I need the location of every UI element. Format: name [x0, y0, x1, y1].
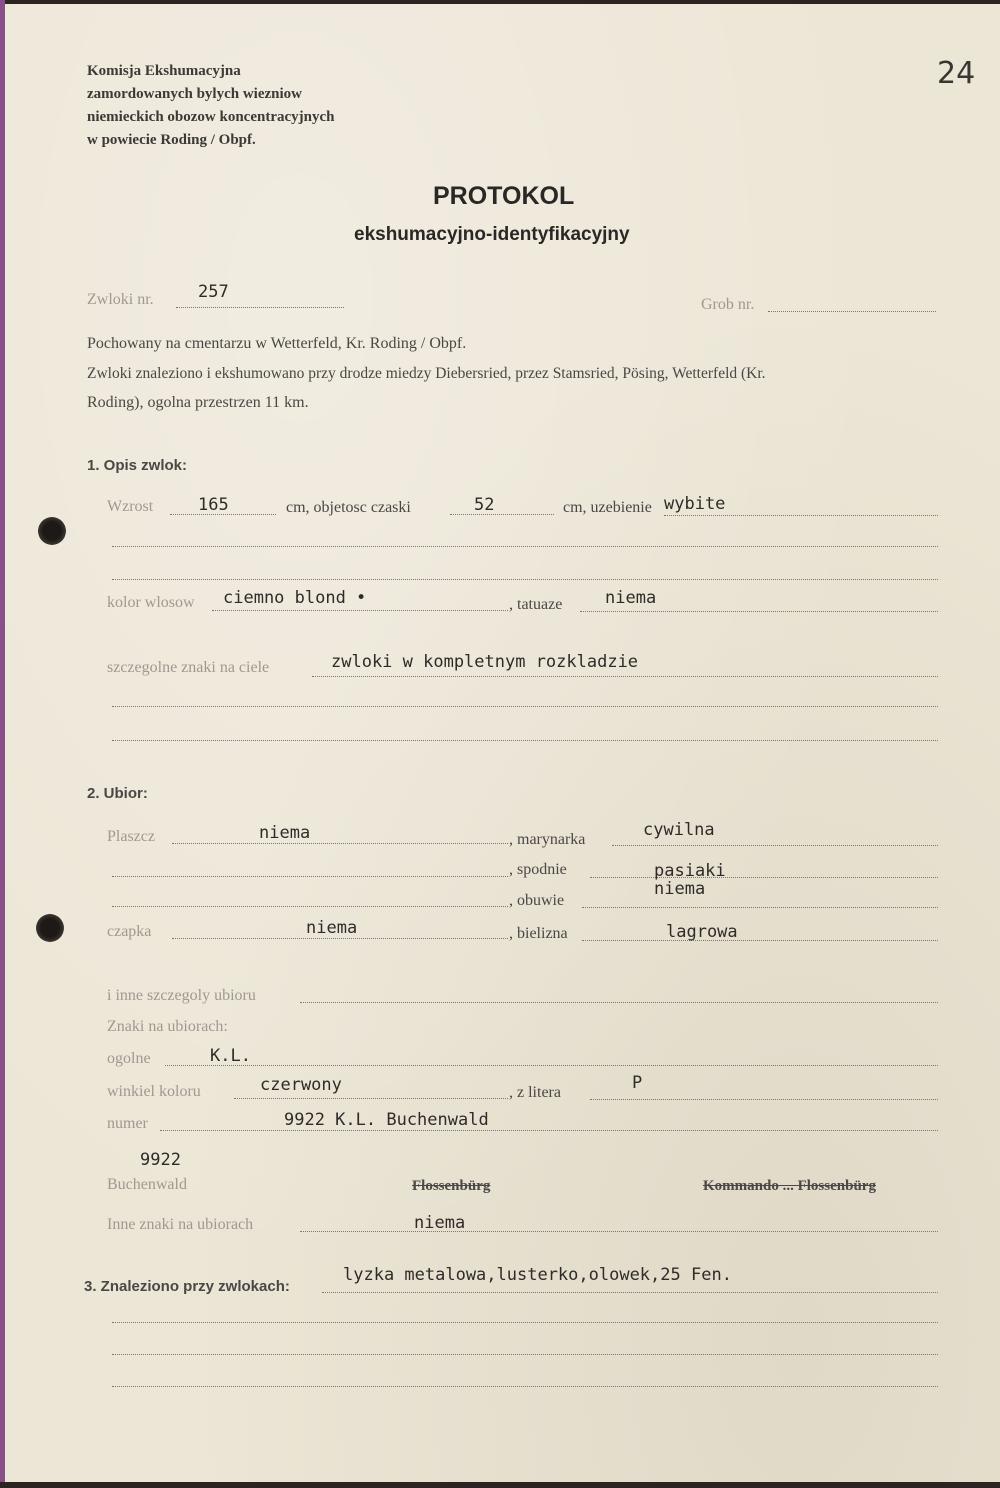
- znaki-ciele-value: zwloki w kompletnym rozkladzie: [331, 652, 639, 672]
- kolor-label: kolor wlosow: [107, 594, 195, 611]
- inne-znaki-value: niema: [414, 1213, 466, 1233]
- czaszka-line: [450, 514, 554, 515]
- spodnie-value: pasiaki: [654, 861, 726, 881]
- blank-line-8: [112, 1354, 938, 1355]
- document-title: PROTOKOL: [433, 182, 575, 210]
- spodnie-line: [590, 877, 938, 878]
- tatuaze-value: niema: [605, 588, 657, 608]
- header-block: [87, 60, 334, 152]
- extra-number: 9922: [140, 1150, 181, 1170]
- marynarka-label: , marynarka: [509, 831, 586, 848]
- header-line-3: niemieckich obozow koncentracyjnych: [87, 109, 335, 125]
- uzebienie-line: [664, 515, 938, 516]
- znaki-ciele-label: szczegolne znaki na ciele: [107, 659, 270, 676]
- blank-line-9: [112, 1386, 938, 1387]
- litera-line: [590, 1099, 938, 1100]
- blank-line-7: [112, 1322, 938, 1323]
- czapka-label: czapka: [107, 923, 152, 940]
- plaszcz-value: niema: [259, 823, 311, 843]
- znaleziono-text-2: Roding), ogolna przestrzen 11 km.: [87, 394, 309, 411]
- grob-line: [768, 311, 936, 312]
- numer-line: [160, 1130, 938, 1131]
- marynarka-line: [612, 845, 938, 846]
- litera-value: P: [632, 1073, 643, 1093]
- pochowany-text: Pochowany na cmentarzu w Wetterfeld, Kr. Roding / Obpf.: [87, 335, 467, 352]
- punch-hole-bottom: [36, 914, 64, 942]
- ogolne-label: ogolne: [107, 1050, 151, 1067]
- zwloki-value: 257: [198, 282, 229, 302]
- blank-line-1: [112, 546, 938, 547]
- wzrost-value: 165: [198, 495, 229, 515]
- objetosc-label: cm, objetosc czaski: [286, 499, 411, 516]
- page-number: 24: [937, 56, 976, 91]
- zwloki-label: Zwloki nr.: [87, 291, 154, 308]
- inne-szczegoly-label: i inne szczegoly ubioru: [107, 987, 256, 1004]
- section-3-heading: 3. Znaleziono przy zwlokach:: [84, 1278, 290, 1295]
- znaki-ubiorach-label: Znaki na ubiorach:: [107, 1018, 228, 1035]
- bielizna-value: lagrowa: [666, 922, 738, 942]
- uzebienie-label: cm, uzebienie: [563, 499, 652, 516]
- document-subtitle: ekshumacyjno-identyfikacyjny: [354, 224, 630, 245]
- znaleziono-text-1: Zwloki znaleziono i ekshumowano przy drodze miedzy Diebersried, przez Stamsried, Pösing, Wetterfeld (Kr.: [87, 365, 766, 382]
- znaki-ciele-line: [312, 676, 938, 677]
- obuwie-label: , obuwie: [509, 892, 565, 909]
- ogolne-value: K.L.: [210, 1046, 251, 1066]
- blank-line-5: [112, 876, 508, 877]
- plaszcz-line: [172, 843, 508, 844]
- blank-line-3: [112, 706, 938, 707]
- bielizna-line: [582, 940, 938, 941]
- winkiel-label: winkiel koloru: [107, 1083, 201, 1100]
- obuwie-value: niema: [654, 879, 706, 899]
- czaszka-value: 52: [474, 495, 495, 515]
- section-3-value: lyzka metalowa,lusterko,olowek,25 Fen.: [343, 1265, 732, 1285]
- header-line-1: Komisja Ekshumacyjna: [87, 63, 241, 79]
- inne-znaki-line: [300, 1231, 938, 1232]
- uzebienie-value: wybite: [664, 494, 726, 514]
- blank-line-6: [112, 906, 508, 907]
- section-3-line: [322, 1292, 938, 1293]
- czapka-value: niema: [306, 918, 358, 938]
- numer-value: 9922 K.L. Buchenwald: [284, 1110, 489, 1130]
- spodnie-label: , spodnie: [509, 861, 567, 878]
- blank-line-4: [112, 740, 938, 741]
- blank-line-2: [112, 579, 938, 580]
- inne-znaki-label: Inne znaki na ubiorach: [107, 1216, 254, 1233]
- grob-label: Grob nr.: [701, 296, 755, 313]
- struck-camp-middle: Flossenbürg: [412, 1178, 491, 1194]
- scan-top-edge: [0, 0, 1000, 4]
- zwloki-line: [176, 307, 344, 308]
- tatuaze-label: , tatuaze: [509, 596, 563, 613]
- bielizna-label: , bielizna: [509, 925, 568, 942]
- tatuaze-line: [580, 611, 938, 612]
- numer-label: numer: [107, 1115, 148, 1132]
- header-line-2: zamordowanych bylych wiezniow: [87, 86, 302, 102]
- czapka-line: [172, 938, 508, 939]
- winkiel-value: czerwony: [260, 1075, 342, 1095]
- litera-label: , z litera: [509, 1084, 561, 1101]
- scan-bottom-edge: [0, 1482, 1000, 1488]
- marynarka-value: cywilna: [643, 820, 715, 840]
- kolor-value: ciemno blond •: [223, 588, 367, 608]
- plaszcz-label: Plaszcz: [107, 828, 155, 845]
- kolor-line: [212, 610, 508, 611]
- wzrost-label: Wzrost: [107, 498, 154, 515]
- section-1-heading: 1. Opis zwlok:: [87, 457, 188, 474]
- header-line-4: w powiecie Roding / Obpf.: [87, 132, 256, 148]
- winkiel-line: [234, 1098, 508, 1099]
- buchenwald-label: Buchenwald: [107, 1176, 187, 1193]
- punch-hole-top: [38, 517, 66, 545]
- obuwie-line: [582, 907, 938, 908]
- struck-camp-right: Kommando ... Flossenbürg: [703, 1178, 876, 1194]
- section-2-heading: 2. Ubior:: [87, 785, 148, 802]
- scan-left-edge: [0, 0, 5, 1488]
- inne-szczegoly-line: [300, 1002, 938, 1003]
- ogolne-line: [165, 1065, 938, 1066]
